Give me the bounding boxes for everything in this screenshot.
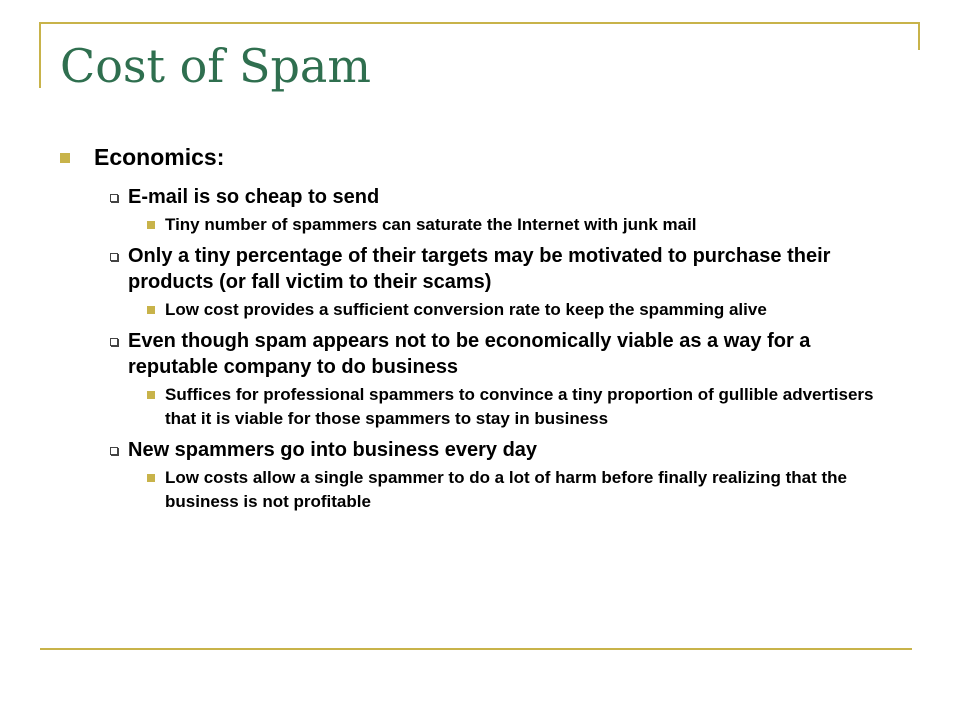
point-text: E-mail is so cheap to send [128,186,380,208]
point-4 [58,437,888,463]
square-bullet-icon [147,221,155,229]
subpoint-text: Low cost provides a sufficient conversion rate to keep the spamming alive [165,300,767,319]
slide-body [58,140,888,520]
point-3 [58,328,888,380]
top-rule [40,22,920,24]
slide-title: Cost of Spam [60,39,371,93]
heading-text: Economics: [94,144,225,170]
point-text: Even though spam appears not to be economically viable as a way for a reputable company to do business [128,330,811,378]
hollow-square-bullet-icon [110,253,118,261]
point-1 [58,184,888,210]
bottom-rule [40,648,912,650]
hollow-square-bullet-icon [110,194,118,202]
square-bullet-icon [147,306,155,314]
left-rule [39,22,41,88]
subpoint-4-1 [58,466,888,514]
heading-economics [58,140,888,174]
square-bullet-icon [147,391,155,399]
point-text: Only a tiny percentage of their targets may be motivated to purchase their products (or fall victim to their scams) [128,245,831,293]
subpoint-1-1 [58,213,888,237]
square-bullet-icon [60,153,70,163]
subpoint-2-1 [58,298,888,322]
hollow-square-bullet-icon [110,338,118,346]
hollow-square-bullet-icon [110,447,118,455]
point-text: New spammers go into business every day [128,439,538,461]
subpoint-text: Tiny number of spammers can saturate the Internet with junk mail [165,215,697,234]
subpoint-text: Low costs allow a single spammer to do a lot of harm before finally realizing that the business is not profitable [165,468,848,511]
subpoint-3-1 [58,383,888,431]
square-bullet-icon [147,474,155,482]
subpoint-text: Suffices for professional spammers to convince a tiny proportion of gullible advertisers that it is viable for those spammers to stay in business [165,385,874,428]
point-2 [58,243,888,295]
right-rule [918,22,920,50]
